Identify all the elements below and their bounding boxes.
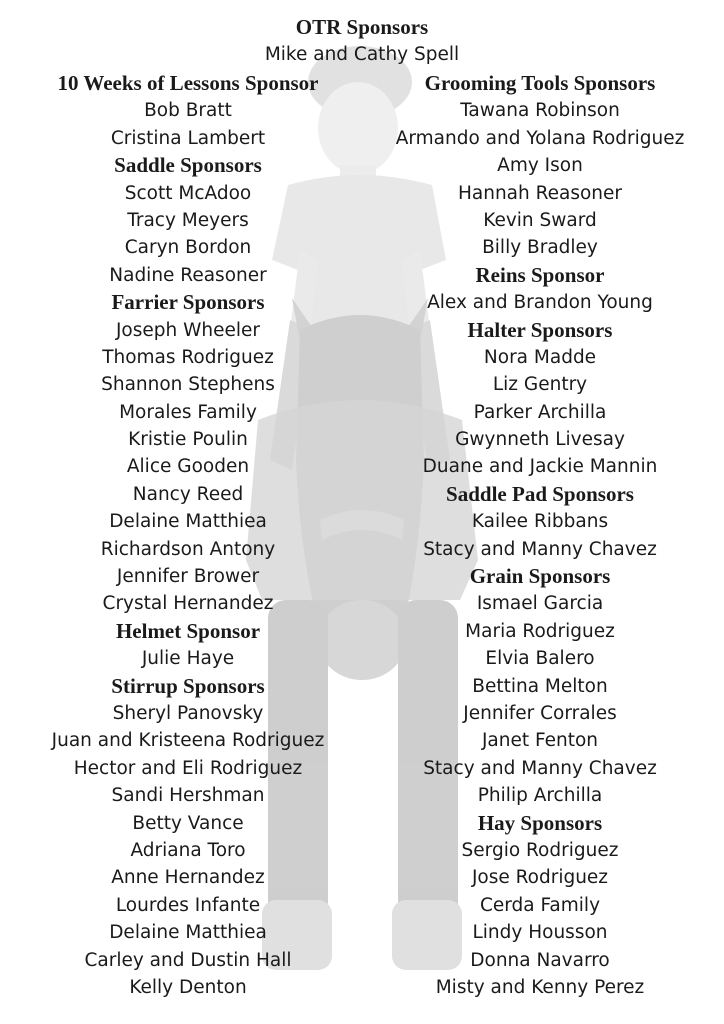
sponsor-name: Amy Ison — [497, 155, 583, 177]
saddle-pad-sponsors-section — [370, 481, 710, 563]
sponsor-name: Tracy Meyers — [127, 209, 249, 231]
section-heading: Hay Sponsors — [477, 810, 603, 835]
sponsor-name: Delaine Matthiea — [109, 511, 267, 533]
sponsor-name: Jennifer Brower — [116, 566, 260, 588]
sponsor-name: Jennifer Corrales — [463, 702, 617, 724]
otr-heading: OTR Sponsors — [295, 15, 429, 39]
sponsor-name: Lourdes Infante — [115, 894, 261, 916]
stirrup-sponsors-section — [16, 673, 360, 1002]
sponsor-name: Alex and Brandon Young — [427, 292, 653, 314]
sponsor-name: Morales Family — [119, 401, 257, 423]
sponsor-name: Cerda Family — [479, 894, 601, 916]
section-heading: Halter Sponsors — [467, 317, 613, 342]
sponsor-name: Kevin Sward — [483, 209, 597, 231]
sponsor-name: Kelly Denton — [129, 976, 247, 998]
sponsor-name: Armando and Yolana Rodriguez — [395, 127, 685, 149]
sponsor-name: Adriana Toro — [130, 839, 246, 861]
sponsor-name: Ismael Garcia — [476, 593, 604, 615]
sponsor-name: Duane and Jackie Mannin — [422, 456, 658, 478]
sponsor-name: Tawana Robinson — [460, 100, 620, 122]
sponsor-name: Hannah Reasoner — [457, 182, 623, 204]
hay-sponsors-section — [370, 810, 710, 1002]
sponsor-name: Delaine Matthiea — [109, 922, 267, 944]
right-sponsor-column — [370, 70, 710, 1001]
sponsor-name: Nora Madde — [483, 346, 597, 368]
halter-sponsors-section — [370, 317, 710, 481]
otr-sponsor-name: Mike and Cathy Spell — [264, 44, 460, 66]
sponsor-name: Liz Gentry — [492, 374, 588, 396]
grain-sponsors-section — [370, 563, 710, 810]
sponsor-name: Caryn Bordon — [124, 237, 252, 259]
farrier-sponsors-section — [16, 289, 360, 618]
sponsor-name: Nadine Reasoner — [109, 264, 267, 286]
sponsor-name: Hector and Eli Rodriguez — [73, 757, 303, 779]
sponsor-name: Anne Hernandez — [111, 867, 265, 889]
section-heading: Grooming Tools Sponsors — [424, 71, 656, 95]
sponsor-name: Betty Vance — [132, 812, 244, 834]
sponsor-name: Julie Haye — [141, 648, 235, 670]
sponsor-name: Carley and Dustin Hall — [84, 949, 292, 971]
sponsor-name: Alice Gooden — [126, 456, 250, 478]
reins-sponsor-section — [370, 262, 710, 317]
sponsor-name: Richardson Antony — [100, 538, 276, 560]
sponsor-name: Parker Archilla — [473, 401, 607, 423]
sponsor-name: Stacy and Manny Chavez — [423, 538, 657, 560]
sponsor-name: Gwynneth Livesay — [455, 429, 625, 451]
sponsor-name: Kailee Ribbans — [471, 511, 609, 533]
sponsor-name: Joseph Wheeler — [115, 319, 261, 341]
sponsor-name: Juan and Kristeena Rodriguez — [51, 730, 325, 752]
sponsor-name: Thomas Rodriguez — [102, 346, 274, 368]
sponsor-name: Sheryl Panovsky — [112, 702, 264, 724]
sponsor-name: Cristina Lambert — [110, 127, 266, 149]
sponsor-name: Kristie Poulin — [128, 429, 248, 451]
sponsor-name: Lindy Housson — [472, 922, 608, 944]
sponsor-name: Jose Rodriguez — [471, 867, 609, 889]
sponsor-name: Misty and Kenny Perez — [435, 976, 645, 998]
sponsor-name: Scott McAdoo — [124, 182, 252, 204]
sponsor-name: Crystal Hernandez — [102, 593, 274, 615]
section-heading: Farrier Sponsors — [111, 290, 265, 315]
sponsor-name: Sandi Hershman — [111, 785, 265, 807]
sponsor-name: Sergio Rodriguez — [461, 839, 619, 861]
section-heading: Grain Sponsors — [469, 564, 611, 589]
sponsor-name: Janet Fenton — [481, 730, 599, 752]
sponsor-name: Stacy and Manny Chavez — [423, 757, 657, 779]
sponsor-name: Bob Bratt — [144, 100, 232, 122]
sponsor-name: Nancy Reed — [132, 483, 244, 505]
sponsor-name: Donna Navarro — [470, 949, 610, 971]
section-heading: Saddle Sponsors — [114, 153, 262, 178]
helmet-sponsor-section — [16, 618, 360, 673]
10-weeks-of-lessons-sponsor-section — [16, 70, 360, 152]
otr-section — [0, 14, 724, 69]
sponsor-name: Billy Bradley — [482, 237, 598, 259]
section-heading: 10 Weeks of Lessons Sponsor — [57, 71, 319, 95]
sponsor-name: Philip Archilla — [477, 785, 603, 807]
sponsor-name: Bettina Melton — [472, 675, 608, 697]
sponsor-name: Shannon Stephens — [101, 374, 275, 396]
grooming-tools-sponsors-section — [370, 70, 710, 262]
section-heading: Stirrup Sponsors — [111, 673, 265, 698]
section-heading: Helmet Sponsor — [115, 618, 261, 643]
sponsor-name: Maria Rodriguez — [465, 620, 615, 642]
sponsor-name: Elvia Balero — [485, 648, 595, 670]
section-heading: Reins Sponsor — [475, 262, 605, 287]
section-heading: Saddle Pad Sponsors — [446, 481, 634, 506]
left-sponsor-column — [16, 70, 360, 1001]
saddle-sponsors-section — [16, 152, 360, 289]
